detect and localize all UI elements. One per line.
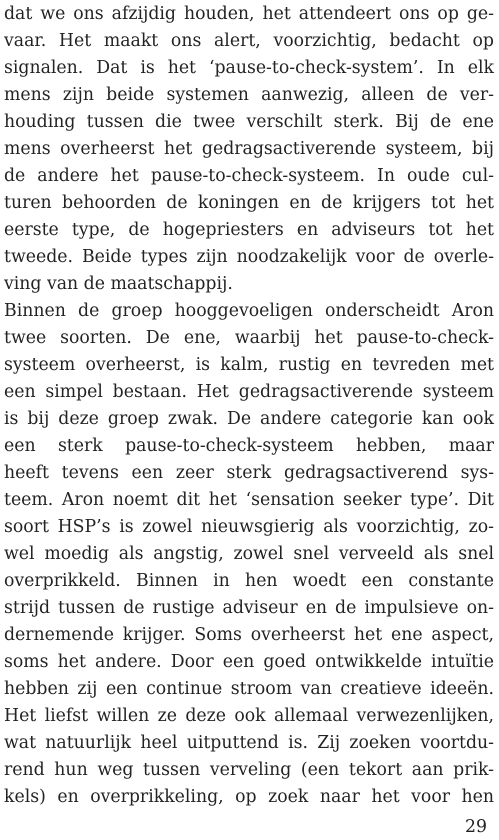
text-line: tweede. Beide types zijn noodzakelijk voor de overle- [4, 247, 494, 267]
text-line: vaar. Het maakt ons alert, voorzichtig, bedacht op [4, 31, 494, 51]
text-line: mens overheerst het gedragsactiverende systeem, bij [4, 139, 494, 159]
text-line: kels) en overprikkeling, op zoek naar het voor hen [4, 787, 494, 807]
text-line: dat we ons afzijdig houden, het attendeert ons op ge- [4, 4, 494, 24]
text-line: een sterk pause-to-check-systeem hebben, maar [4, 436, 494, 456]
text-line: soort HSP’s is zowel nieuwsgierig als voorzichtig, zo- [4, 517, 494, 537]
text-line: Binnen de groep hooggevoeligen onderscheidt Aron [4, 301, 494, 321]
text-line: de andere het pause-to-check-systeem. In oude cul- [4, 166, 494, 186]
text-line: teem. Aron noemt dit het ‘sensation seeker type’. Dit [4, 490, 494, 510]
text-line: ving van de maatschappij. [4, 274, 233, 294]
text-line: overprikkeld. Binnen in hen woedt een constante [4, 571, 494, 591]
text-line: twee soorten. De ene, waarbij het pause-to-check- [4, 328, 494, 348]
text-line: hebben zij een continue stroom van creatieve ideeën. [4, 679, 494, 699]
text-line: wel moedig als angstig, zowel snel verveeld als snel [4, 544, 494, 564]
text-line: mens zijn beide systemen aanwezig, alleen de ver- [4, 85, 494, 105]
text-line: een simpel bestaan. Het gedragsactiverende systeem [4, 382, 494, 402]
text-line: soms het andere. Door een goed ontwikkelde intuïtie [4, 652, 494, 672]
text-line: turen behoorden de koningen en de krijgers tot het [4, 193, 494, 213]
text-line: Het liefst willen ze deze ook allemaal verwezenlijken, [4, 706, 494, 726]
text-line: wat natuurlijk heel uitputtend is. Zij zoeken voortdu- [4, 733, 494, 753]
text-line: dernemende krijger. Soms overheerst het ene aspect, [4, 625, 494, 645]
page-number: 29 [465, 817, 487, 837]
text-line: is bij deze groep zwak. De andere categorie kan ook [4, 409, 494, 429]
text-line: houding tussen die twee verschilt sterk. Bij de ene [4, 112, 494, 132]
text-line: systeem overheerst, is kalm, rustig en tevreden met [4, 355, 494, 375]
text-line: strijd tussen de rustige adviseur en de impulsieve on- [4, 598, 494, 618]
text-line: signalen. Dat is het ‘pause-to-check-system’. In elk [4, 58, 494, 78]
text-line: rend hun weg tussen verveling (een tekort aan prik- [4, 760, 494, 780]
text-line: eerste type, de hogepriesters en adviseurs tot het [4, 220, 494, 240]
text-line: heeft tevens een zeer sterk gedragsactiverend sys- [4, 463, 494, 483]
